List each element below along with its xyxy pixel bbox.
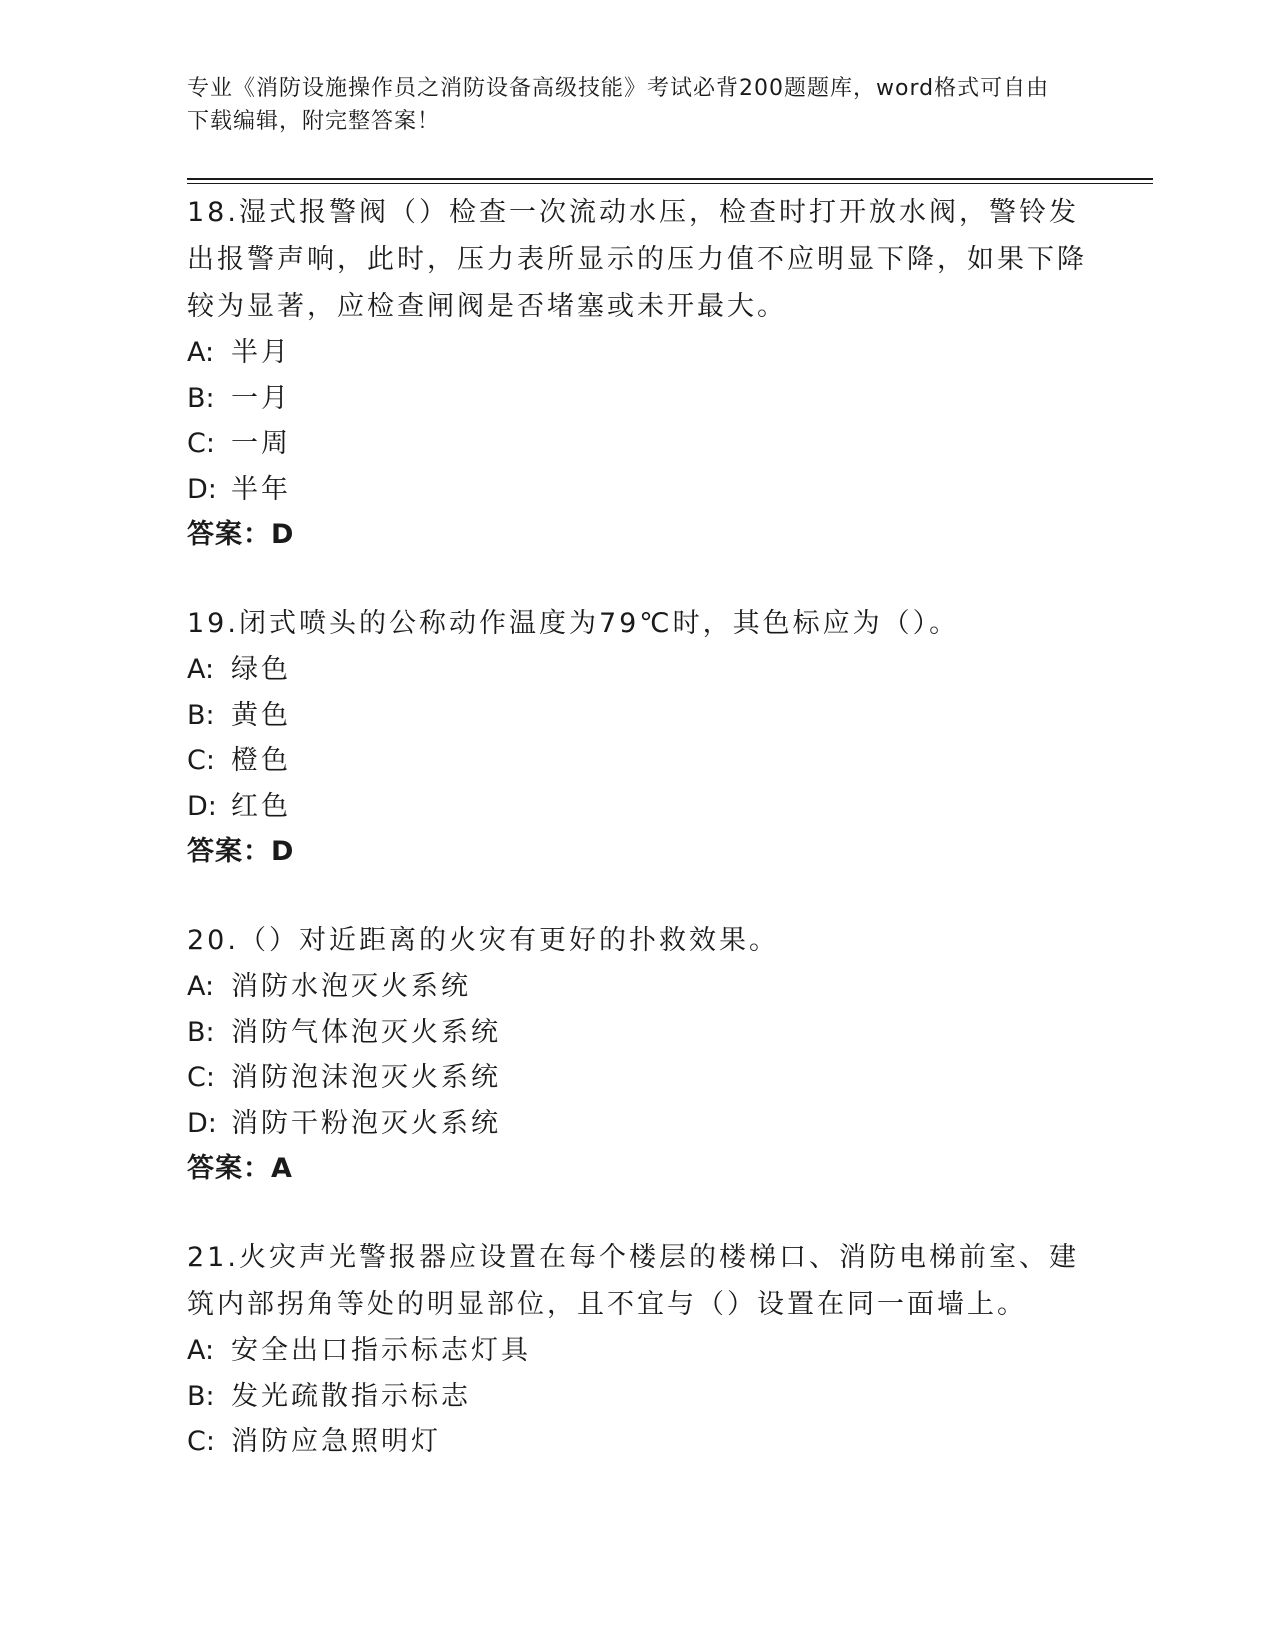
header-divider-thick — [187, 178, 1153, 180]
option-text: 消防水泡灭火系统 — [231, 971, 471, 1002]
header-divider-thin — [187, 183, 1153, 184]
option-a — [187, 330, 1087, 376]
answer-line: 答案：D — [187, 519, 295, 550]
option-c — [187, 421, 1087, 467]
option-a — [187, 647, 1087, 693]
option-letter: B: — [187, 699, 215, 731]
option-b — [187, 1374, 1087, 1420]
question-20 — [187, 917, 1087, 1191]
option-text: 消防干粉泡灭火系统 — [231, 1107, 501, 1139]
option-text: 绿色 — [231, 654, 291, 685]
option-letter: C: — [187, 1062, 215, 1093]
document-header: 专业《消防设施操作员之消防设备高级技能》考试必背200题题库，word格式可自由下载编辑，附完整答案！ — [187, 76, 1050, 134]
option-text: 一月 — [231, 382, 291, 414]
option-letter: A: — [187, 971, 215, 1002]
option-text: 橙色 — [231, 745, 291, 776]
question-stem: 21.火灾声光警报器应设置在每个楼层的楼梯口、消防电梯前室、建筑内部拐角等处的明显部位，且不宜与（）设置在同一面墙上。 — [187, 1242, 1079, 1320]
option-text: 红色 — [231, 790, 291, 822]
option-letter: A: — [187, 337, 215, 368]
question-stem: 18.湿式报警阀（）检查一次流动水压，检查时打开放水阀，警铃发出报警声响，此时，压力表所显示的压力值不应明显下降，如果下降较为显著，应检查闸阀是否堵塞或未开最大。 — [187, 197, 1087, 322]
option-text: 黄色 — [231, 699, 291, 731]
option-b — [187, 1010, 1087, 1056]
option-c — [187, 1055, 1087, 1101]
answer-line: 答案：D — [187, 836, 295, 867]
option-letter: C: — [187, 428, 215, 459]
option-letter: D: — [187, 1107, 217, 1139]
option-b — [187, 376, 1087, 422]
option-d — [187, 467, 1087, 513]
option-letter: D: — [187, 473, 217, 505]
question-list — [187, 189, 1087, 1508]
option-text: 消防应急照明灯 — [231, 1426, 441, 1457]
option-letter: B: — [187, 1016, 215, 1048]
question-21 — [187, 1234, 1087, 1465]
option-letter: B: — [187, 1380, 215, 1412]
option-letter: A: — [187, 1335, 215, 1366]
answer-line: 答案：A — [187, 1153, 293, 1184]
question-18 — [187, 189, 1087, 557]
option-text: 半年 — [231, 473, 291, 505]
option-letter: B: — [187, 382, 215, 414]
option-letter: C: — [187, 1426, 215, 1457]
option-text: 半月 — [231, 337, 291, 368]
option-letter: C: — [187, 745, 215, 776]
option-a — [187, 1328, 1087, 1374]
question-stem: 19.闭式喷头的公称动作温度为79℃时，其色标应为（）。 — [187, 608, 960, 639]
option-c — [187, 738, 1087, 784]
option-text: 消防气体泡灭火系统 — [231, 1016, 501, 1048]
option-c — [187, 1419, 1087, 1465]
option-text: 发光疏散指示标志 — [231, 1380, 471, 1412]
option-d — [187, 784, 1087, 830]
question-19 — [187, 600, 1087, 874]
question-stem: 20.（）对近距离的火灾有更好的扑救效果。 — [187, 925, 779, 956]
option-b — [187, 693, 1087, 739]
option-text: 安全出口指示标志灯具 — [231, 1335, 531, 1366]
option-letter: D: — [187, 790, 217, 822]
option-a — [187, 964, 1087, 1010]
option-d — [187, 1101, 1087, 1147]
option-text: 一周 — [231, 428, 291, 459]
option-text: 消防泡沫泡灭火系统 — [231, 1062, 501, 1093]
option-letter: A: — [187, 654, 215, 685]
